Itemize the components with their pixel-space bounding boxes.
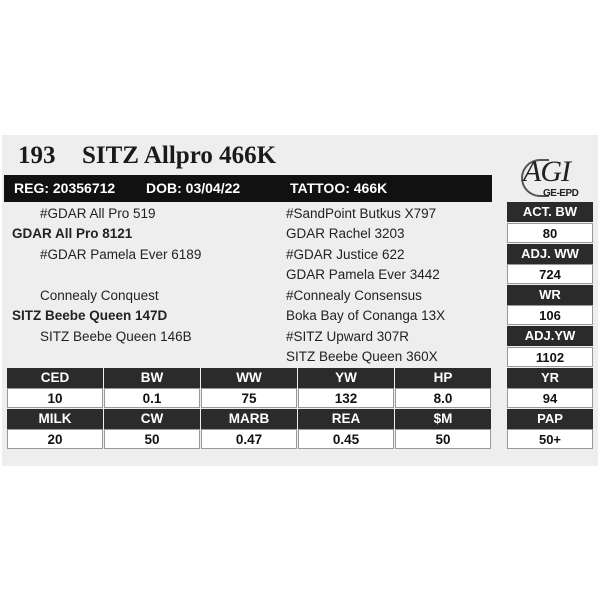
epd-value-yw: 132 [298,388,394,408]
lot-number: 193 [18,142,56,169]
pedigree-sire-dam: SITZ Beebe Queen 147D [12,308,168,323]
registration-number: REG: 20356712 [14,180,116,196]
logo-subtext: GE-EPD [543,188,579,199]
logo-text: AGI [523,155,570,188]
adj-ww-label: ADJ. WW [507,244,593,264]
pedigree-col2-item: #Connealy Consensus [286,288,422,303]
pedigree-sire-sire-sire: #GDAR All Pro 519 [40,206,156,221]
epd-header-ced: CED [7,368,103,388]
epd-value-milk: 20 [7,429,103,449]
pedigree-sire-dam-dam: SITZ Beebe Queen 146B [40,329,192,344]
pedigree-sire-dam-sire: Connealy Conquest [40,288,159,303]
pedigree-col2-item: GDAR Rachel 3203 [286,226,405,241]
pedigree-col2-item: #GDAR Justice 622 [286,247,405,262]
pedigree-col2-item: SITZ Beebe Queen 360X [286,349,438,364]
tattoo: TATTOO: 466K [290,180,388,196]
pap-label: PAP [507,409,593,429]
epd-header-dollar-m: $M [395,409,491,429]
adj-ww-value: 724 [507,264,593,284]
epd-value-hp: 8.0 [395,388,491,408]
date-of-birth: DOB: 03/04/22 [146,180,241,196]
yr-label: YR [507,368,593,388]
epd-header-bw: BW [104,368,200,388]
pedigree-sire-sire-dam: #GDAR Pamela Ever 6189 [40,247,202,262]
registration-bar [4,175,492,202]
epd-value-rea: 0.45 [298,429,394,449]
pedigree-col2-item: Boka Bay of Conanga 13X [286,308,446,323]
epd-value-marb: 0.47 [201,429,297,449]
epd-value-cw: 50 [104,429,200,449]
epd-value-row-1 [7,388,492,408]
agi-logo [521,155,585,199]
epd-header-yw: YW [298,368,394,388]
epd-header-marb: MARB [201,409,297,429]
pedigree-col2-item: GDAR Pamela Ever 3442 [286,267,440,282]
epd-value-row-2 [7,429,492,449]
epd-header-milk: MILK [7,409,103,429]
epd-header-cw: CW [104,409,200,429]
epd-header-rea: REA [298,409,394,429]
act-bw-label: ACT. BW [507,202,593,222]
adj-yw-label: ADJ.YW [507,326,593,346]
epd-value-bw: 0.1 [104,388,200,408]
pap-value: 50+ [507,429,593,449]
animal-name: SITZ Allpro 466K [82,142,277,169]
epd-header-row-1 [7,368,492,388]
pedigree-col2-item: #SITZ Upward 307R [286,329,410,344]
lot-card [2,135,598,466]
epd-value-dollar-m: 50 [395,429,491,449]
adj-yw-value: 1102 [507,347,593,367]
epd-value-ced: 10 [7,388,103,408]
pedigree-col2-item: #SandPoint Butkus X797 [286,206,437,221]
act-bw-value: 80 [507,223,593,243]
wr-value: 106 [507,305,593,325]
epd-header-ww: WW [201,368,297,388]
epd-value-ww: 75 [201,388,297,408]
wr-label: WR [507,285,593,305]
yr-value: 94 [507,388,593,408]
epd-header-hp: HP [395,368,491,388]
epd-header-row-2 [7,409,492,429]
pedigree-sire-sire: GDAR All Pro 8121 [12,226,133,241]
lot-title [18,142,276,170]
